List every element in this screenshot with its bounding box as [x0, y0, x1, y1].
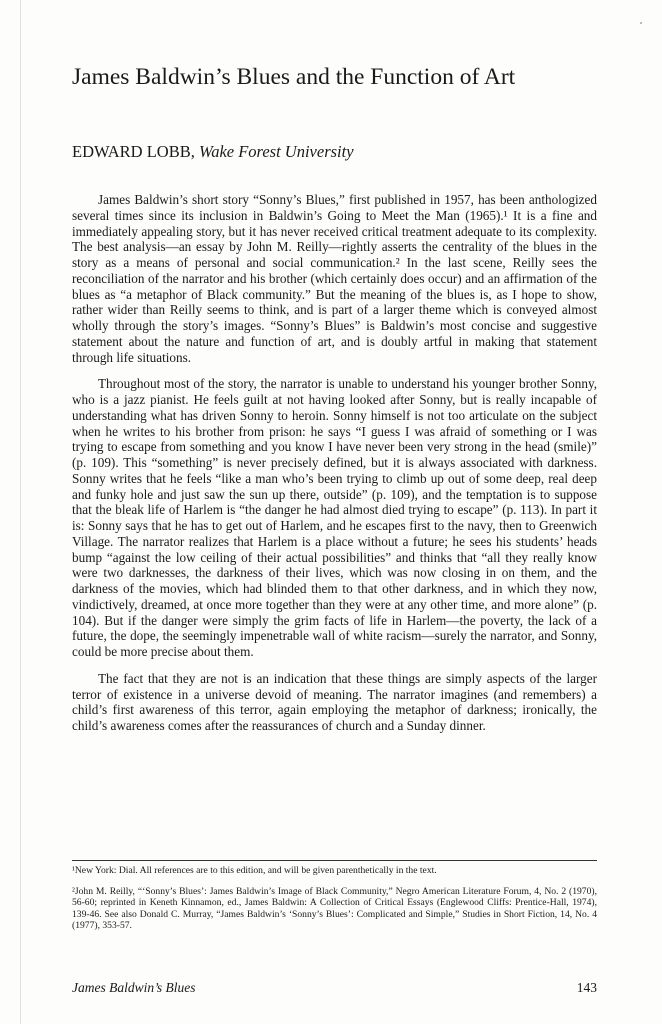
page-number: 143: [576, 980, 597, 995]
page-edge-line: [20, 0, 21, 1024]
body-paragraph: The fact that they are not is an indication that these things are simply aspects of the larger terror of existence in a universe devoid of meaning. The narrator imagines (and remembers) a child’s first awareness of this terror, again employing the metaphor of darkness; ironically, the child’s awareness comes after the reassurances of church and a Sunday dinner.: [72, 670, 597, 733]
corner-mark: [640, 22, 642, 24]
author-affiliation: Wake Forest University: [198, 142, 354, 161]
footnote: ¹New York: Dial. All references are to this edition, and will be given parenthetically in the text.: [72, 865, 437, 876]
article-title: James Baldwin’s Blues and the Function of Art: [72, 64, 516, 90]
running-head: James Baldwin’s Blues: [72, 980, 196, 995]
byline: [72, 141, 632, 163]
footnote-divider: [72, 860, 597, 861]
footnotes: [72, 865, 597, 941]
body-paragraph: James Baldwin’s short story “Sonny’s Blues,” first published in 1957, has been anthologized several times since its inclusion in Baldwin’s Going to Meet the Man (1965).¹ It is a fine and immediately appealing story, but it has never received critical treatment adequate to its complexity. The best analysis—an essay by John M. Reilly—rightly asserts the centrality of the blues in the story as a means of personal and social communication.² In the last scene, Reilly sees the reconciliation of the narrator and his brother (which certainly does occur) and an affirmation of the blues as “a metaphor of Black community.” But the meaning of the blues is, as I hope to show, rather wider than Reilly seems to think, and is part of a larger theme which is conveyed almost wholly through the story’s images. “Sonny’s Blues” is Baldwin’s most concise and suggestive statement about the nature and function of art, and is doubly artful in making that statement through life situations.: [72, 192, 597, 365]
footnote: ²John M. Reilly, “‘Sonny’s Blues’: James Baldwin’s Image of Black Community,” Negro American Literature Forum, 4, No. 2 (1970), 56-60; reprinted in Keneth Kinnamon, ed., James Baldwin: A Collection of Critical Essays (Englewood Cliffs: Prentice-Hall, 1974), 139-46. See also Donald C. Murray, “James Baldwin’s ‘Sonny’s Blues’: Complicated and Simple,” Studies in Short Fiction, 14, No. 4 (1977), 353-57.: [72, 885, 597, 931]
article-body: [72, 192, 597, 745]
body-paragraph: Throughout most of the story, the narrator is unable to understand his younger brother Sonny, who is a jazz pianist. He feels guilt at not having looked after Sonny, but is really incapable of understanding what has driven Sonny to heroin. Sonny himself is not too articulate on the subject when he writes to his brother from prison: he says “I guess I was afraid of something or I was trying to escape from something and you know I have never been very strong in the head (smile)” (p. 109). This “something” is never precisely defined, but it is always associated with darkness. Sonny writes that he feels “like a man who’s been trying to climb up out of some deep, real deep and funky hole and just saw the sun up there, outside” (p. 109), and the temptation is to suppose that the bleak life of Harlem is “the danger he had almost died trying to escape” (p. 113). In part it is: Sonny says that he has to get out of Harlem, and he escapes first to the navy, then to Greenwich Village. The narrator realizes that Harlem is a place without a future; he sees his students’ heads bump “against the low ceiling of their actual possibilities” and thinks that “all they really know were two darknesses, the darkness of their lives, which was now closing in on them, and the darkness of the movies, which had blinded them to that other darkness, and in which they now, vindictively, dreamed, at once more together than they were at any other time, and more alone” (p. 104). But if the danger were simply the grim facts of life in Harlem—the poverty, the lack of a future, the dope, the seemingly impenetrable wall of white racism—surely the narrator, and Sonny, could be more precise about them.: [72, 376, 597, 659]
author-name: EDWARD LOBB,: [72, 142, 195, 161]
